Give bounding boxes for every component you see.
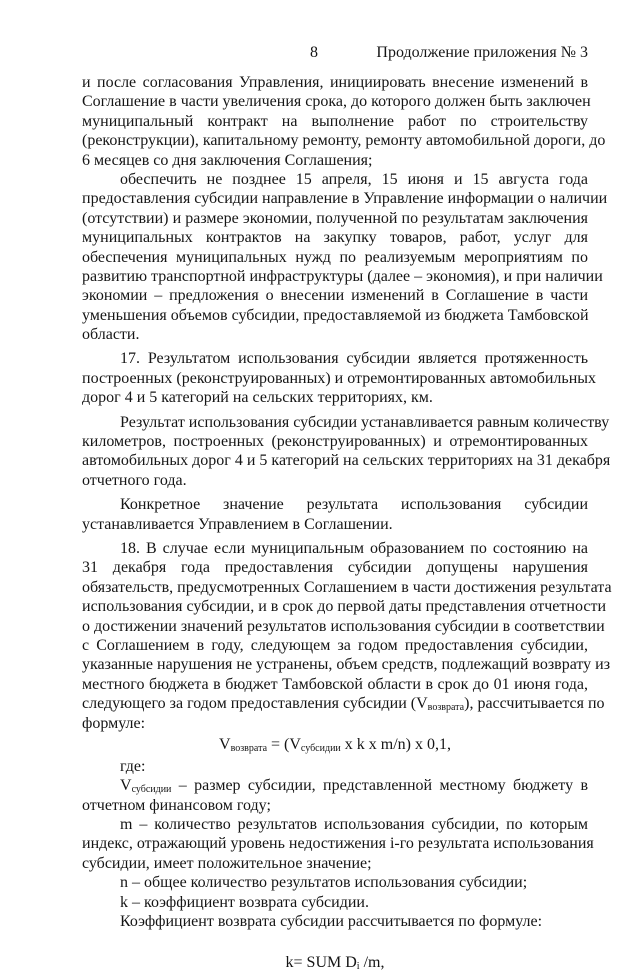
text-line: километров, построенных (реконструированных) и отремонтированных <box>82 433 588 451</box>
formula-coefficient: k= SUM $D_i$ /m, <box>285 954 385 973</box>
text-line: Соглашение в части увеличения срока, до которого должен быть заключен <box>82 93 591 111</box>
coefficient-intro: Коэффициент возврата субсидии рассчитывается по формуле: <box>120 913 543 931</box>
text-line: уменьшения объемов субсидии, предоставляемой из бюджета Тамбовской <box>82 306 589 324</box>
text-line: муниципальных контрактов на закупку товаров, работ, услуг для <box>82 229 588 247</box>
text-line: следующего за годом предоставления субсидии $(V_{возврата})$, рассчитывается по <box>82 695 605 714</box>
text-line: с Соглашением в году, следующем за годом предоставления субсидии, <box>82 636 588 654</box>
text-line: 18. В случае если муниципальным образованием по состоянию на <box>120 539 588 557</box>
definition <box>82 873 588 892</box>
paragraph <box>82 170 608 345</box>
document-body <box>82 73 612 975</box>
text-line: 6 месяцев со дня заключения Соглашения; <box>82 151 373 169</box>
text-line: развитию транспортной инфраструктуры (далее – экономия), и при наличии <box>82 267 603 285</box>
text-line: m – количество результатов использования субсидии, по которым <box>120 816 588 834</box>
text-line: устанавливается Управлением в Соглашении. <box>82 515 393 533</box>
running-title: Продолжение приложения № 3 <box>376 44 588 61</box>
definition <box>82 776 588 815</box>
subscript-return: возврата <box>427 702 465 714</box>
text-line: формуле: <box>82 714 146 732</box>
text-line: Результат использования субсидии устанавливается равным количеству <box>120 413 610 431</box>
page-number: 8 <box>310 44 318 61</box>
text-line: построенных (реконструированных) и отремонтированных автомобильных <box>82 369 597 387</box>
text-line: предоставления субсидии направление в Управление информации о наличии <box>82 190 608 208</box>
paragraph <box>82 539 612 733</box>
text-line: 17. Результатом использования субсидии является протяженность <box>120 350 588 368</box>
paragraph <box>82 495 588 534</box>
text-line: n – общее количество результатов использования субсидии; <box>120 874 528 892</box>
text-line: отчетном финансовом году; <box>82 796 271 814</box>
paragraph <box>82 349 597 407</box>
formula-return-volume: $V_{возврата} = (V_{субсидии}$ x k x m/n) x 0,1, <box>219 735 451 754</box>
text-line: о достижении значений результатов использования субсидии в соответствии <box>82 617 605 635</box>
text-line: k – коэффициент возврата субсидии. <box>120 893 369 911</box>
where-label: где: <box>120 757 146 775</box>
page-header <box>0 44 640 64</box>
text-line: 31 декабря года предоставления субсидии допущены нарушения <box>82 559 588 577</box>
text-line: (отсутствии) и размере экономии, полученной по результатам заключения <box>82 209 588 227</box>
definition <box>82 893 588 912</box>
text-line: местного бюджета в бюджет Тамбовской области в срок до 01 июня года, <box>82 675 588 693</box>
text-line: экономии – предложения о внесении изменений в Соглашение в части <box>82 287 588 305</box>
definition <box>82 815 594 873</box>
text-line: и после согласования Управления, инициировать внесение изменений в <box>82 74 588 91</box>
text-line: Конкретное значение результата использования субсидии <box>120 496 588 514</box>
paragraph <box>82 73 606 170</box>
text-line: (реконструкции), капитальному ремонту, ремонту автомобильной дороги, до <box>82 132 606 150</box>
text-line: субсидии, имеет положительное значение; <box>82 854 372 872</box>
text-line: обеспечить не позднее 15 апреля, 15 июня и 15 августа года <box>120 170 588 188</box>
text-line: области. <box>82 326 140 344</box>
text-line: указанные нарушения не устранены, объем средств, подлежащий возврату из <box>82 656 611 674</box>
text-line: использования субсидии, и в срок до первой даты представления отчетности <box>82 598 607 616</box>
text-line: дорог 4 и 5 категорий на сельских территориях, км. <box>82 389 433 407</box>
text-line: муниципальный контракт на выполнение работ по строительству <box>82 112 588 130</box>
text-line: обязательств, предусмотренных Соглашением в части достижения результата <box>82 578 612 596</box>
text-line: индекс, отражающий уровень недостижения i-го результата использования <box>82 835 594 853</box>
text-line: обеспечения муниципальных нужд по реализуемым мероприятиям по <box>82 248 588 266</box>
text-line: автомобильных дорог 4 и 5 категорий на сельских территориях на 31 декабря <box>82 452 611 470</box>
paragraph <box>82 413 611 491</box>
text-line: отчетного года. <box>82 471 187 489</box>
text-line: $V_{субсидии}$ – размер субсидии, представленной местному бюджету в <box>120 777 588 796</box>
